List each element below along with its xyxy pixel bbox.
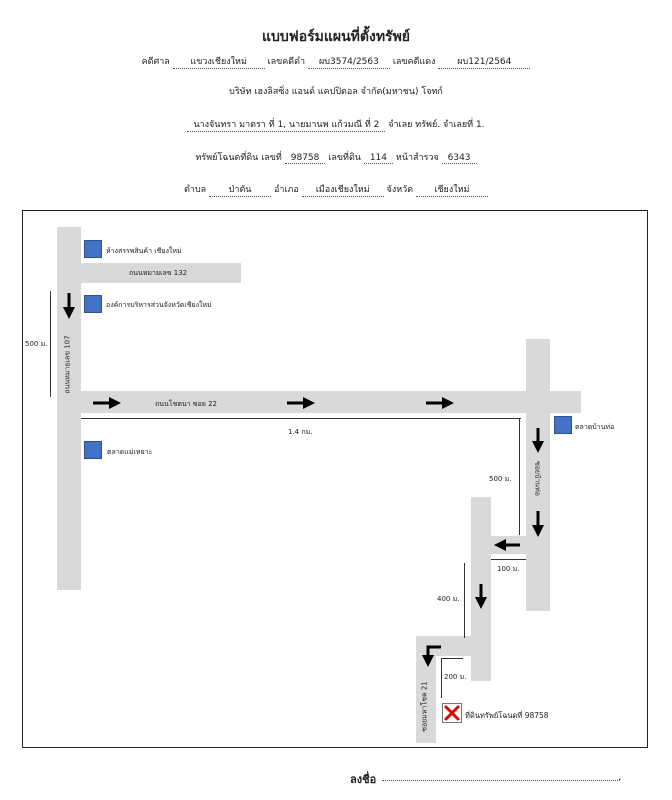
road-name-left: ถนนหมายเลข 107	[63, 335, 72, 394]
signature-label: ลงชื่อ	[350, 773, 377, 786]
district-label: อำเภอ	[273, 185, 299, 195]
defendant-field[interactable]: นางจันทรา มาตรา ที่ 1, นายมานพ แก้วมณี ที่ 2	[187, 117, 385, 132]
deed-row	[0, 150, 672, 164]
district-field[interactable]: เมืองเชียงใหม่	[302, 182, 384, 197]
mall-label: ห้างสรรพสินค้า เชียงใหม่	[106, 247, 182, 255]
survey-field[interactable]: 6343	[442, 153, 477, 164]
location-map	[22, 210, 648, 748]
road-name-right: ซอยบ้านท่อ	[533, 460, 542, 497]
distance-100: 100 ม.	[497, 565, 520, 573]
distance-500-left: 500 ม.	[25, 340, 48, 348]
pao-label: องค์การบริหารส่วนจังหวัดเชียงใหม่	[106, 301, 212, 309]
land-no-label: เลขที่ดิน	[328, 153, 361, 163]
page-title: แบบฟอร์มแผนที่ตั้งทรัพย์	[262, 29, 410, 45]
survey-label: หน้าสำรวจ	[395, 153, 439, 163]
defendant-suffix: จำเลย ทรัพย์. จำเลยที่ 1.	[388, 120, 485, 130]
province-field[interactable]: เชียงใหม่	[416, 182, 488, 197]
deed-field[interactable]: 98758	[285, 153, 326, 164]
subdistrict-label: ตำบล	[184, 185, 207, 195]
distance-200: 200 ม.	[444, 673, 467, 681]
court-label: คดีศาล	[141, 57, 170, 67]
subdistrict-field[interactable]: ป่าตัน	[209, 182, 271, 197]
distance-400: 400 ม.	[437, 595, 460, 603]
direction-arrows	[23, 211, 649, 749]
black-case-field[interactable]: ผบ3574/2563	[308, 54, 390, 69]
red-case-label: เลขคดีแดง	[392, 57, 436, 67]
road-name-bottom: ซอยมหาโชค 21	[420, 681, 429, 732]
black-case-label: เลขคดีดำ	[267, 57, 306, 67]
location-row	[0, 182, 672, 197]
province-label: จังหวัด	[386, 185, 414, 195]
road-name-top: ถนนหมายเลข 132	[129, 269, 188, 277]
case-numbers-row	[0, 54, 672, 69]
signature-end: .	[618, 770, 622, 783]
market-right-label: ตลาดบ้านท่อ	[575, 423, 615, 431]
land-no-field[interactable]: 114	[364, 153, 393, 164]
arrow-turn-bottom	[428, 647, 441, 661]
market-left-label: ตลาดแม่เหยาะ	[107, 448, 153, 456]
defendant-row	[0, 117, 672, 132]
distance-1-4km: 1.4 กม.	[288, 428, 313, 436]
red-case-field[interactable]: ผบ121/2564	[438, 54, 530, 69]
court-field[interactable]: แขวงเชียงใหม่	[173, 54, 265, 69]
deed-label: ทรัพย์โฉนดที่ดิน เลขที่	[195, 153, 282, 163]
signature-field[interactable]	[382, 780, 620, 781]
target-label: ที่ดินทรัพย์โฉนดที่ 98758	[465, 711, 549, 720]
plaintiff-line: บริษัท เฮงลิสซิ่ง แอนด์ แคปปิตอล จำกัด(มหาชน) โจทก์	[229, 87, 443, 97]
road-name-main: ถนนโชตนา ซอย 22	[155, 400, 217, 408]
distance-500-right: 500 ม.	[489, 475, 512, 483]
